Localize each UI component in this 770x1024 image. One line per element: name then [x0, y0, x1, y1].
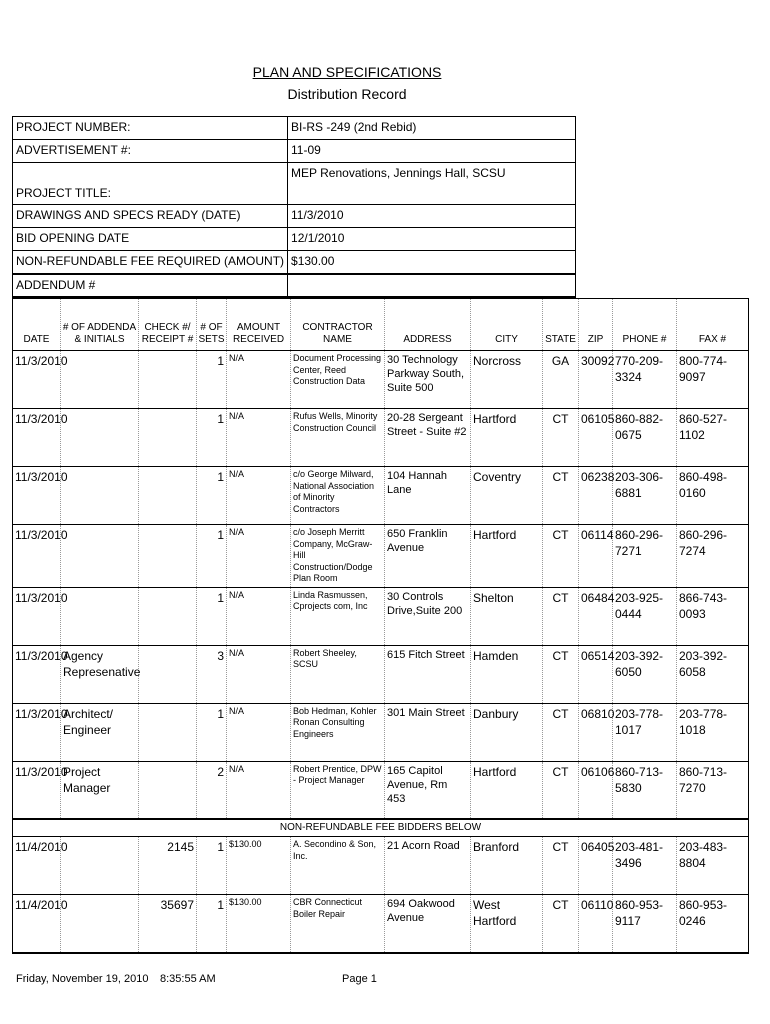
table-row [13, 467, 749, 525]
cell-fax: 203-778-1018 [677, 703, 749, 761]
cell-check: 35697 [139, 895, 197, 953]
cell-sets: 1 [197, 837, 227, 895]
cell-amount: $130.00 [227, 895, 291, 953]
cell-date: 11/4/2010 [13, 837, 61, 895]
section-label: NON-REFUNDABLE FEE BIDDERS BELOW [13, 819, 749, 837]
distribution-table [12, 298, 749, 954]
footer-time: 8:35:55 AM [160, 973, 216, 985]
cell-city: Hartford [471, 409, 543, 467]
cell-state: CT [543, 837, 579, 895]
cell-state: CT [543, 587, 579, 645]
fee-value: $130.00 [288, 251, 576, 274]
col-header-state: STATE [543, 299, 579, 351]
cell-phone: 860-296-7271 [613, 525, 677, 588]
cell-date: 11/3/2010 [13, 409, 61, 467]
cell-zip: 06810 [579, 703, 613, 761]
cell-addenda: Agency Represenative [61, 645, 139, 703]
cell-addenda: Project Manager [61, 761, 139, 819]
cell-city: West Hartford [471, 895, 543, 953]
cell-zip: 06106 [579, 761, 613, 819]
table-row [13, 761, 749, 819]
column-header-row [13, 299, 749, 351]
distribution-grid [12, 298, 748, 948]
advertisement-row [13, 140, 576, 163]
cell-fax: 860-713-7270 [677, 761, 749, 819]
cell-phone: 203-306-6881 [613, 467, 677, 525]
bid-opening-row [13, 228, 576, 251]
document-subtitle: Distribution Record [287, 86, 407, 102]
col-header-amount: AMOUNT RECEIVED [227, 299, 291, 351]
addendum-row [13, 274, 576, 297]
cell-check [139, 351, 197, 409]
document-title: PLAN AND SPECIFICATIONS [252, 64, 442, 80]
cell-phone: 203-392-6050 [613, 645, 677, 703]
advertisement-label: ADVERTISEMENT #: [13, 140, 288, 163]
cell-fax: 866-743-0093 [677, 587, 749, 645]
col-header-addenda: # OF ADDENDA & INITIALS [61, 299, 139, 351]
col-header-contractor: CONTRACTOR NAME [291, 299, 385, 351]
bid-opening-label: BID OPENING DATE [13, 228, 288, 251]
cell-amount: N/A [227, 703, 291, 761]
footer-date: Friday, November 19, 2010 [16, 973, 149, 985]
table-row [13, 409, 749, 467]
cell-state: CT [543, 467, 579, 525]
table-row [13, 525, 749, 588]
table-row [13, 587, 749, 645]
cell-zip: 06105 [579, 409, 613, 467]
table-bottom-cell [13, 953, 749, 954]
cell-address: 30 Technology Parkway South, Suite 500 [385, 351, 471, 409]
table-row [13, 645, 749, 703]
cell-state: CT [543, 895, 579, 953]
cell-address: 650 Franklin Avenue [385, 525, 471, 588]
cell-state: GA [543, 351, 579, 409]
addendum-label: ADDENDUM # [13, 274, 288, 297]
cell-address: 21 Acorn Road [385, 837, 471, 895]
cell-contractor: Bob Hedman, Kohler Ronan Consulting Engineers [291, 703, 385, 761]
fee-label: NON-REFUNDABLE FEE REQUIRED (AMOUNT) [13, 251, 288, 274]
cell-date: 11/3/2010 [13, 587, 61, 645]
cell-contractor: Linda Rasmussen, Cprojects com, Inc [291, 587, 385, 645]
section-divider-row [13, 819, 749, 837]
cell-addenda [61, 351, 139, 409]
table-row [13, 837, 749, 895]
cell-sets: 3 [197, 645, 227, 703]
cell-fax: 860-527-1102 [677, 409, 749, 467]
cell-address: 30 Controls Drive,Suite 200 [385, 587, 471, 645]
fee-row [13, 251, 576, 274]
cell-zip: 06238 [579, 467, 613, 525]
cell-zip: 06484 [579, 587, 613, 645]
cell-zip: 30092 [579, 351, 613, 409]
specs-ready-row [13, 205, 576, 228]
project-number-label: PROJECT NUMBER: [13, 117, 288, 140]
cell-phone: 770-209-3324 [613, 351, 677, 409]
cell-city: Hamden [471, 645, 543, 703]
cell-addenda [61, 895, 139, 953]
cell-check [139, 761, 197, 819]
col-header-sets: # OF SETS [197, 299, 227, 351]
col-header-check: CHECK #/ RECEIPT # [139, 299, 197, 351]
cell-date: 11/3/2010 [13, 467, 61, 525]
advertisement-value: 11-09 [288, 140, 576, 163]
cell-contractor: Robert Sheeley, SCSU [291, 645, 385, 703]
cell-check [139, 645, 197, 703]
cell-check [139, 409, 197, 467]
cell-city: Shelton [471, 587, 543, 645]
cell-phone: 203-925-0444 [613, 587, 677, 645]
cell-amount: $130.00 [227, 837, 291, 895]
cell-date: 11/3/2010 [13, 703, 61, 761]
col-header-city: CITY [471, 299, 543, 351]
addendum-value [288, 274, 576, 297]
cell-address: 104 Hannah Lane [385, 467, 471, 525]
project-title-row [13, 163, 576, 205]
table-row [13, 703, 749, 761]
cell-fax: 860-296-7274 [677, 525, 749, 588]
cell-contractor: c/o George Milward, National Association of Minority Contractors [291, 467, 385, 525]
cell-sets: 1 [197, 525, 227, 588]
cell-contractor: A. Secondino & Son, Inc. [291, 837, 385, 895]
cell-addenda: Architect/ Engineer [61, 703, 139, 761]
cell-state: CT [543, 645, 579, 703]
cell-phone: 203-778-1017 [613, 703, 677, 761]
cell-sets: 1 [197, 467, 227, 525]
cell-date: 11/3/2010 [13, 645, 61, 703]
cell-fax: 203-483-8804 [677, 837, 749, 895]
cell-phone: 860-882-0675 [613, 409, 677, 467]
project-title-label: PROJECT TITLE: [13, 163, 288, 205]
project-number-row [13, 117, 576, 140]
bid-opening-value: 12/1/2010 [288, 228, 576, 251]
cell-contractor: Rufus Wells, Minority Construction Council [291, 409, 385, 467]
cell-state: CT [543, 525, 579, 588]
cell-addenda [61, 837, 139, 895]
cell-zip: 06405 [579, 837, 613, 895]
cell-phone: 203-481-3496 [613, 837, 677, 895]
specs-ready-label: DRAWINGS AND SPECS READY (DATE) [13, 205, 288, 228]
col-header-fax: FAX # [677, 299, 749, 351]
cell-zip: 06110 [579, 895, 613, 953]
cell-date: 11/3/2010 [13, 761, 61, 819]
col-header-zip: ZIP [579, 299, 613, 351]
cell-address: 694 Oakwood Avenue [385, 895, 471, 953]
project-info-table [12, 116, 576, 298]
cell-state: CT [543, 703, 579, 761]
project-number-value: BI-RS -249 (2nd Rebid) [288, 117, 576, 140]
cell-contractor: Robert Prentice, DPW - Project Manager [291, 761, 385, 819]
cell-state: CT [543, 409, 579, 467]
cell-city: Norcross [471, 351, 543, 409]
cell-city: Branford [471, 837, 543, 895]
cell-sets: 2 [197, 761, 227, 819]
cell-contractor: Document Processing Center, Reed Construction Data [291, 351, 385, 409]
cell-fax: 800-774-9097 [677, 351, 749, 409]
cell-date: 11/3/2010 [13, 525, 61, 588]
cell-city: Coventry [471, 467, 543, 525]
cell-date: 11/3/2010 [13, 351, 61, 409]
cell-amount: N/A [227, 409, 291, 467]
cell-zip: 06114 [579, 525, 613, 588]
cell-sets: 1 [197, 351, 227, 409]
col-header-address: ADDRESS [385, 299, 471, 351]
cell-amount: N/A [227, 645, 291, 703]
cell-fax: 203-392-6058 [677, 645, 749, 703]
footer-page: Page 1 [342, 973, 377, 985]
cell-contractor: CBR Connecticut Boiler Repair [291, 895, 385, 953]
cell-addenda [61, 409, 139, 467]
cell-sets: 1 [197, 409, 227, 467]
cell-phone: 860-713-5830 [613, 761, 677, 819]
cell-state: CT [543, 761, 579, 819]
col-header-date: DATE [13, 299, 61, 351]
cell-sets: 1 [197, 895, 227, 953]
cell-address: 301 Main Street [385, 703, 471, 761]
cell-addenda [61, 587, 139, 645]
cell-check [139, 467, 197, 525]
cell-fax: 860-498-0160 [677, 467, 749, 525]
cell-address: 615 Fitch Street [385, 645, 471, 703]
table-bottom-rule [13, 953, 749, 954]
cell-amount: N/A [227, 587, 291, 645]
specs-ready-value: 11/3/2010 [288, 205, 576, 228]
cell-contractor: c/o Joseph Merritt Company, McGraw-Hill Construction/Dodge Plan Room [291, 525, 385, 588]
cell-check: 2145 [139, 837, 197, 895]
cell-check [139, 703, 197, 761]
cell-address: 165 Capitol Avenue, Rm 453 [385, 761, 471, 819]
cell-amount: N/A [227, 467, 291, 525]
cell-addenda [61, 467, 139, 525]
table-row [13, 895, 749, 953]
cell-date: 11/4/2010 [13, 895, 61, 953]
cell-addenda [61, 525, 139, 588]
cell-amount: N/A [227, 525, 291, 588]
cell-phone: 860-953-9117 [613, 895, 677, 953]
project-title-value: MEP Renovations, Jennings Hall, SCSU [288, 163, 576, 205]
cell-zip: 06514 [579, 645, 613, 703]
cell-city: Hartford [471, 525, 543, 588]
cell-amount: N/A [227, 351, 291, 409]
cell-fax: 860-953-0246 [677, 895, 749, 953]
cell-sets: 1 [197, 587, 227, 645]
cell-city: Hartford [471, 761, 543, 819]
cell-address: 20-28 Sergeant Street - Suite #2 [385, 409, 471, 467]
col-header-phone: PHONE # [613, 299, 677, 351]
cell-check [139, 525, 197, 588]
table-row [13, 351, 749, 409]
cell-amount: N/A [227, 761, 291, 819]
cell-check [139, 587, 197, 645]
cell-city: Danbury [471, 703, 543, 761]
cell-sets: 1 [197, 703, 227, 761]
